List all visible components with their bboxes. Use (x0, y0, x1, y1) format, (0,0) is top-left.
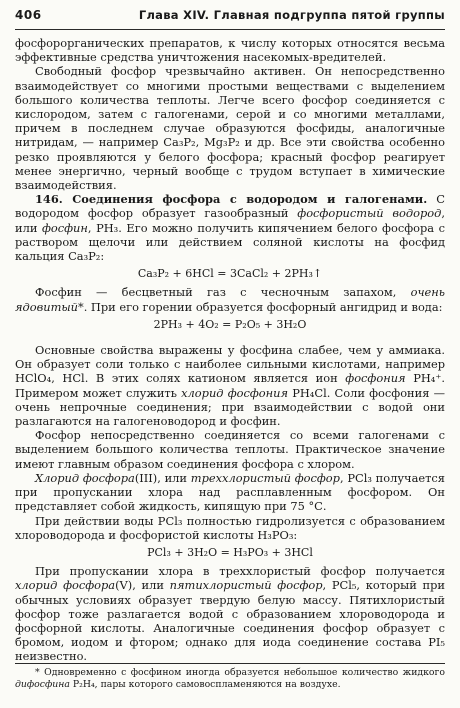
paragraph-halogens: Фосфор непосредственно соединяется со всеми галогенами с выделением большого количества теплоты. Практическое значение имеют главным образом соединения фосфора с хлором. (15, 428, 445, 471)
spacer (15, 336, 445, 343)
footnote: * Одновременно с фосфином иногда образуется небольшое количество жидкого дифосфина P₂H₄, пары которого самовоспламеняются на воздухе. (15, 667, 445, 690)
section-146-paragraph: 146. Соединения фосфора с водородом и галогенами. С водородом фосфор образует газообразный фосфористый водород, или фосфин, PH₃. Его можно получить кипячением белого фосфора с раствором щелочи или действием соляной кислоты на фосфид кальция Ca₃P₂: (15, 192, 446, 264)
paragraph-pcl5: При пропускании хлора в треххлористый фосфор получается хлорид фосфора(V), или пятихлористый фосфор, PCl₅, который при обычных условиях образует твердую белую массу. Пятихлористый фосфор тоже разлагается водой с образованием хлороводорода и фосфорной кислоты. Аналогичные соединения фосфор образует с бромом, иодом и фтором; однако для иода соединение состава PI₅ неизвестно. (15, 564, 445, 664)
term-diphosphine: дифосфина (15, 679, 70, 690)
term-phosphonium-chloride: хлорид фосфония (181, 385, 289, 400)
term-phosphorus-chloride-iii: Хлорид фосфора (35, 470, 135, 485)
paragraph-basic-properties: Основные свойства выражены у фосфина слабее, чем у аммиака. Он образует соли только с наиболее сильными кислотами, например HClO₄, HCl. В этих солях катионом является ион фосфония PH₄⁺. Примером может служить хлорид фосфония PH₄Cl. Соли фосфония — очень непрочные соединения; при взаимодействии с водой они разлагаются на галогеноводород и фосфин. (15, 343, 446, 429)
main-text (15, 36, 445, 664)
term-phosphorus-chloride-v: хлорид фосфора (15, 578, 116, 593)
term-phosphorous-hydrogen: фосфористый водород (297, 206, 442, 221)
running-header (15, 8, 445, 30)
equation-pcl3-hydrolysis: PCl₃ + 3H₂O = H₃PO₃ + 3HCl (147, 545, 313, 559)
term-phosphine: фосфин (41, 220, 88, 235)
equation-phosphine-preparation: Ca₃P₂ + 6HCl = 3CaCl₂ + 2PH₃↑ (137, 267, 323, 281)
paragraph-phosphine-properties: Фосфин — бесцветный газ с чесночным запахом, очень ядовитый*. При его горении образуется фосфорный ангидрид и вода: (15, 285, 445, 314)
running-title: Глава XIV. Главная подгруппа пятой группы (138, 8, 445, 22)
term-very-toxic: очень ядовитый (15, 285, 445, 314)
paragraph-continued: фосфорорганических препаратов, к числу которых относятся весьма эффективные средства уничтожения насекомых-вредителей. (15, 36, 445, 65)
paragraph-pcl3: Хлорид фосфора(III), или треххлористый фосфор, PCl₃ получается при пропускании хлора над расплавленным фосфором. Он представляет собой жидкость, кипящую при 75 °С. (15, 470, 445, 514)
page-number: 406 (15, 8, 42, 22)
section-heading: 146. Соединения фосфора с водородом и галогенами. (35, 192, 428, 207)
paragraph-free-phosphorus: Свободный фосфор чрезвычайно активен. Он непосредственно взаимодействует со многими простыми веществами с выделением большого количества теплоты. Легче всего фосфор соединяется с кислородом, затем с галогенами, серой и со многими металлами, причем в последнем случае образуются фосфиды, аналогичные нитридам, — например Ca₃P₂, Mg₃P₂ и др. Все эти свойства особенно резко проявляются у белого фосфора; красный фосфор реагирует менее энергично, черный вообще с трудом вступает в химические взаимодействия. (15, 64, 445, 193)
term-phosphonium: фосфония (345, 371, 406, 386)
term-phosphorus-trichloride: треххлористый фосфор (190, 470, 340, 485)
paragraph-pcl3-hydrolysis: При действии воды PCl₃ полностью гидролизуется с образованием хлороводорода и фосфористой кислоты H₃PO₃: (15, 513, 445, 542)
term-phosphorus-pentachloride: пятихлористый фосфор (169, 578, 323, 593)
equation-phosphine-combustion: 2PH₃ + 4O₂ = P₂O₅ + 3H₂O (153, 317, 307, 331)
footnote-divider (15, 663, 445, 664)
